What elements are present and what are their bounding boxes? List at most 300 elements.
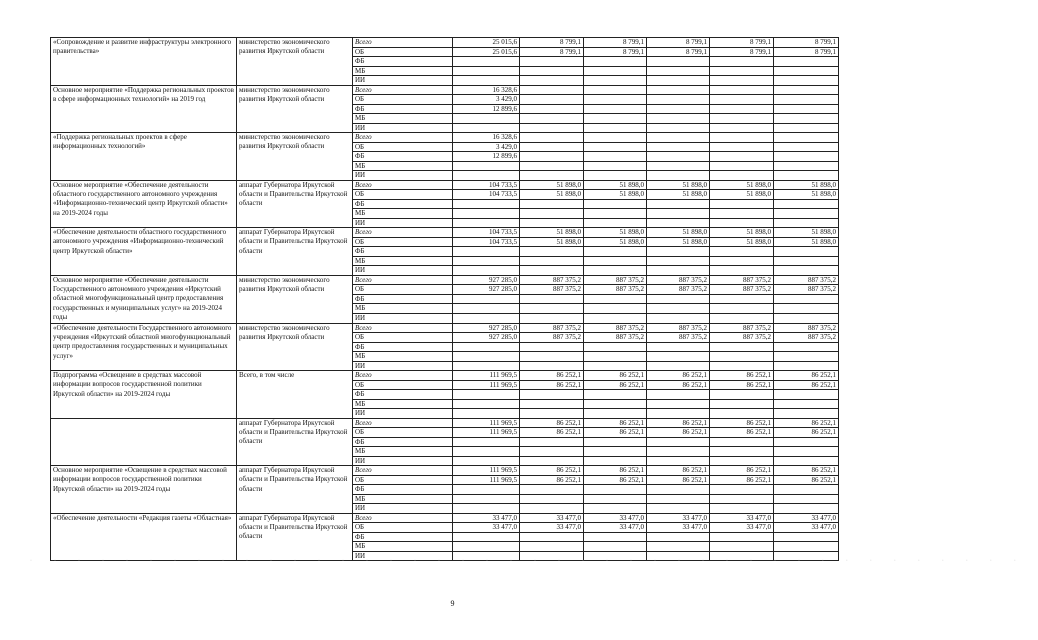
- amount-cell: [774, 294, 839, 304]
- amount-cell: 51 898,0: [647, 237, 710, 247]
- amount-cell: [520, 437, 584, 447]
- measure-name-cell: Основное мероприятие «Освещение в средствах массовой информации вопросов государственной политики Иркутской области» на 2019-2024 годы: [51, 466, 237, 514]
- amount-cell: [584, 161, 647, 171]
- amount-cell: [453, 76, 520, 86]
- funding-source-cell: Всего: [353, 418, 453, 428]
- amount-cell: 8 799,1: [520, 47, 584, 57]
- amount-cell: [647, 218, 710, 228]
- amount-cell: [520, 504, 584, 514]
- amount-cell: [710, 218, 774, 228]
- amount-cell: [520, 399, 584, 409]
- funding-source-cell: ОБ: [353, 47, 453, 57]
- amount-cell: [520, 66, 584, 76]
- amount-cell: [647, 171, 710, 181]
- amount-cell: 86 252,1: [774, 475, 839, 485]
- amount-cell: [710, 123, 774, 133]
- measure-name-cell: Основное мероприятие «Обеспечение деятельности областного государственного автономного учреждения «Информационно-технический центр Иркутской области» на 2019-2024 годы: [51, 180, 237, 228]
- amount-cell: [710, 494, 774, 504]
- amount-cell: [584, 57, 647, 67]
- amount-cell: [520, 313, 584, 323]
- amount-cell: [584, 485, 647, 495]
- amount-cell: [453, 456, 520, 466]
- amount-cell: [710, 352, 774, 362]
- amount-cell: [453, 361, 520, 371]
- amount-cell: [520, 247, 584, 257]
- amount-cell: 12 899,6: [453, 152, 520, 162]
- executor-cell: министерство экономического развития Иркутской области: [237, 38, 353, 86]
- amount-cell: [453, 294, 520, 304]
- amount-cell: [647, 532, 710, 542]
- amount-cell: [647, 294, 710, 304]
- amount-cell: [710, 437, 774, 447]
- amount-cell: 51 898,0: [584, 190, 647, 200]
- executor-cell: аппарат Губернатора Иркутской области и Правительства Иркутской области: [237, 513, 353, 561]
- amount-cell: 887 375,2: [774, 285, 839, 295]
- amount-cell: [453, 447, 520, 457]
- amount-cell: 51 898,0: [774, 228, 839, 238]
- amount-cell: [520, 456, 584, 466]
- table-row: [51, 38, 839, 48]
- amount-cell: 8 799,1: [647, 38, 710, 48]
- funding-source-cell: МБ: [353, 161, 453, 171]
- amount-cell: 3 429,0: [453, 95, 520, 105]
- amount-cell: [584, 76, 647, 86]
- amount-cell: 33 477,0: [647, 523, 710, 533]
- funding-source-cell: ФБ: [353, 247, 453, 257]
- amount-cell: 86 252,1: [647, 475, 710, 485]
- amount-cell: 86 252,1: [774, 371, 839, 381]
- amount-cell: 927 285,0: [453, 285, 520, 295]
- executor-cell: министерство экономического развития Иркутской области: [237, 133, 353, 181]
- amount-cell: [453, 313, 520, 323]
- amount-cell: [520, 123, 584, 133]
- amount-cell: 51 898,0: [520, 180, 584, 190]
- amount-cell: 16 328,6: [453, 85, 520, 95]
- amount-cell: 86 252,1: [584, 371, 647, 381]
- amount-cell: 86 252,1: [520, 475, 584, 485]
- amount-cell: [647, 57, 710, 67]
- funding-source-cell: ФБ: [353, 390, 453, 400]
- amount-cell: [774, 447, 839, 457]
- amount-cell: [520, 161, 584, 171]
- funding-source-cell: ОБ: [353, 523, 453, 533]
- amount-cell: 86 252,1: [774, 466, 839, 476]
- amount-cell: 927 285,0: [453, 275, 520, 285]
- funding-source-cell: МБ: [353, 494, 453, 504]
- budget-table-page: [50, 37, 838, 561]
- table-row: [51, 85, 839, 95]
- funding-source-cell: ОБ: [353, 190, 453, 200]
- amount-cell: [774, 199, 839, 209]
- amount-cell: 86 252,1: [647, 418, 710, 428]
- amount-cell: 887 375,2: [710, 333, 774, 343]
- amount-cell: 33 477,0: [584, 523, 647, 533]
- measure-name-cell: Основное мероприятие «Обеспечение деятельности Государственного автономного учреждения «Иркутский областной многофункциональный центр предоставления государственных и муниципальных услуг» на 2019-2024 годы: [51, 275, 237, 323]
- amount-cell: 104 733,5: [453, 180, 520, 190]
- amount-cell: [774, 437, 839, 447]
- amount-cell: [520, 142, 584, 152]
- amount-cell: [584, 209, 647, 219]
- amount-cell: [584, 114, 647, 124]
- amount-cell: [774, 266, 839, 276]
- amount-cell: 16 328,6: [453, 133, 520, 143]
- amount-cell: [453, 390, 520, 400]
- amount-cell: [584, 133, 647, 143]
- funding-source-cell: Всего: [353, 513, 453, 523]
- amount-cell: [774, 409, 839, 419]
- amount-cell: [453, 399, 520, 409]
- amount-cell: [774, 123, 839, 133]
- funding-source-cell: ФБ: [353, 152, 453, 162]
- amount-cell: 86 252,1: [584, 466, 647, 476]
- amount-cell: [584, 171, 647, 181]
- amount-cell: 887 375,2: [520, 275, 584, 285]
- amount-cell: 104 733,5: [453, 228, 520, 238]
- amount-cell: [647, 123, 710, 133]
- funding-source-cell: ФБ: [353, 294, 453, 304]
- amount-cell: 111 969,5: [453, 418, 520, 428]
- funding-source-cell: Всего: [353, 275, 453, 285]
- amount-cell: [584, 494, 647, 504]
- amount-cell: [647, 456, 710, 466]
- amount-cell: [710, 304, 774, 314]
- amount-cell: 86 252,1: [584, 380, 647, 390]
- amount-cell: [774, 361, 839, 371]
- amount-cell: [647, 542, 710, 552]
- amount-cell: [584, 352, 647, 362]
- amount-cell: [453, 171, 520, 181]
- amount-cell: [584, 313, 647, 323]
- amount-cell: [584, 256, 647, 266]
- amount-cell: 8 799,1: [584, 47, 647, 57]
- amount-cell: [453, 437, 520, 447]
- amount-cell: 8 799,1: [710, 47, 774, 57]
- funding-source-cell: Всего: [353, 133, 453, 143]
- funding-source-cell: ИИ: [353, 76, 453, 86]
- amount-cell: 8 799,1: [710, 38, 774, 48]
- amount-cell: [453, 304, 520, 314]
- amount-cell: [774, 304, 839, 314]
- amount-cell: [710, 313, 774, 323]
- amount-cell: [584, 95, 647, 105]
- amount-cell: [710, 152, 774, 162]
- funding-source-cell: МБ: [353, 542, 453, 552]
- amount-cell: [710, 256, 774, 266]
- amount-cell: [453, 199, 520, 209]
- amount-cell: [647, 494, 710, 504]
- amount-cell: [520, 209, 584, 219]
- amount-cell: 33 477,0: [710, 523, 774, 533]
- amount-cell: 86 252,1: [584, 428, 647, 438]
- table-row: [51, 228, 839, 238]
- amount-cell: [453, 209, 520, 219]
- amount-cell: [584, 142, 647, 152]
- amount-cell: 86 252,1: [584, 475, 647, 485]
- amount-cell: 104 733,5: [453, 237, 520, 247]
- amount-cell: [584, 247, 647, 257]
- amount-cell: 887 375,2: [710, 323, 774, 333]
- amount-cell: [774, 161, 839, 171]
- amount-cell: [774, 532, 839, 542]
- amount-cell: 927 285,0: [453, 333, 520, 343]
- amount-cell: [584, 532, 647, 542]
- amount-cell: [453, 409, 520, 419]
- amount-cell: 25 015,6: [453, 47, 520, 57]
- amount-cell: 86 252,1: [520, 371, 584, 381]
- executor-cell: министерство экономического развития Иркутской области: [237, 85, 353, 133]
- amount-cell: 887 375,2: [710, 285, 774, 295]
- amount-cell: [774, 542, 839, 552]
- funding-source-cell: ИИ: [353, 266, 453, 276]
- amount-cell: [774, 494, 839, 504]
- amount-cell: [453, 123, 520, 133]
- amount-cell: [453, 114, 520, 124]
- amount-cell: 86 252,1: [774, 380, 839, 390]
- measure-name-cell: Основное мероприятие «Поддержка региональных проектов в сфере информационных технологий» на 2019 год: [51, 85, 237, 133]
- amount-cell: 33 477,0: [710, 513, 774, 523]
- funding-source-cell: ОБ: [353, 380, 453, 390]
- amount-cell: [710, 171, 774, 181]
- funding-source-cell: ИИ: [353, 313, 453, 323]
- amount-cell: 887 375,2: [647, 275, 710, 285]
- amount-cell: [774, 218, 839, 228]
- amount-cell: [453, 532, 520, 542]
- amount-cell: [520, 57, 584, 67]
- funding-source-cell: ОБ: [353, 142, 453, 152]
- amount-cell: 86 252,1: [710, 428, 774, 438]
- amount-cell: [710, 485, 774, 495]
- amount-cell: [710, 542, 774, 552]
- amount-cell: [710, 342, 774, 352]
- amount-cell: 33 477,0: [453, 523, 520, 533]
- amount-cell: 887 375,2: [647, 333, 710, 343]
- amount-cell: 86 252,1: [710, 466, 774, 476]
- amount-cell: [710, 399, 774, 409]
- amount-cell: [584, 456, 647, 466]
- funding-source-cell: Всего: [353, 85, 453, 95]
- amount-cell: 86 252,1: [710, 475, 774, 485]
- amount-cell: [647, 256, 710, 266]
- amount-cell: [647, 76, 710, 86]
- amount-cell: [584, 342, 647, 352]
- amount-cell: [453, 494, 520, 504]
- amount-cell: 51 898,0: [584, 237, 647, 247]
- amount-cell: [584, 542, 647, 552]
- amount-cell: 86 252,1: [710, 380, 774, 390]
- amount-cell: 86 252,1: [584, 418, 647, 428]
- amount-cell: [774, 104, 839, 114]
- amount-cell: 51 898,0: [647, 190, 710, 200]
- amount-cell: 12 899,6: [453, 104, 520, 114]
- amount-cell: [647, 361, 710, 371]
- amount-cell: [453, 256, 520, 266]
- amount-cell: 887 375,2: [520, 323, 584, 333]
- amount-cell: [774, 133, 839, 143]
- amount-cell: 8 799,1: [774, 47, 839, 57]
- amount-cell: 887 375,2: [520, 333, 584, 343]
- amount-cell: [520, 266, 584, 276]
- table-row: [51, 133, 839, 143]
- funding-source-cell: ФБ: [353, 199, 453, 209]
- amount-cell: [584, 266, 647, 276]
- funding-source-cell: МБ: [353, 66, 453, 76]
- amount-cell: [453, 542, 520, 552]
- funding-source-cell: МБ: [353, 399, 453, 409]
- amount-cell: [584, 304, 647, 314]
- funding-source-cell: Всего: [353, 228, 453, 238]
- amount-cell: [710, 133, 774, 143]
- amount-cell: [520, 133, 584, 143]
- budget-table: [50, 37, 839, 561]
- amount-cell: 887 375,2: [584, 333, 647, 343]
- amount-cell: [453, 247, 520, 257]
- amount-cell: [710, 104, 774, 114]
- amount-cell: [710, 456, 774, 466]
- amount-cell: [647, 114, 710, 124]
- amount-cell: 887 375,2: [774, 275, 839, 285]
- amount-cell: 51 898,0: [584, 228, 647, 238]
- amount-cell: 3 429,0: [453, 142, 520, 152]
- table-row: [51, 513, 839, 523]
- amount-cell: [520, 485, 584, 495]
- amount-cell: [710, 114, 774, 124]
- amount-cell: 51 898,0: [647, 180, 710, 190]
- funding-source-cell: Всего: [353, 371, 453, 381]
- amount-cell: [774, 313, 839, 323]
- amount-cell: 927 285,0: [453, 323, 520, 333]
- amount-cell: 86 252,1: [520, 466, 584, 476]
- amount-cell: [774, 504, 839, 514]
- amount-cell: [774, 352, 839, 362]
- amount-cell: 51 898,0: [774, 237, 839, 247]
- amount-cell: [520, 294, 584, 304]
- amount-cell: [453, 485, 520, 495]
- amount-cell: [647, 161, 710, 171]
- amount-cell: [584, 399, 647, 409]
- amount-cell: [774, 114, 839, 124]
- amount-cell: 887 375,2: [710, 275, 774, 285]
- amount-cell: [647, 209, 710, 219]
- amount-cell: 8 799,1: [520, 38, 584, 48]
- amount-cell: [710, 247, 774, 257]
- amount-cell: [584, 294, 647, 304]
- amount-cell: 86 252,1: [647, 371, 710, 381]
- funding-source-cell: МБ: [353, 209, 453, 219]
- executor-cell: аппарат Губернатора Иркутской области и Правительства Иркутской области: [237, 180, 353, 228]
- amount-cell: [520, 390, 584, 400]
- funding-source-cell: ФБ: [353, 57, 453, 67]
- amount-cell: [520, 409, 584, 419]
- amount-cell: [647, 247, 710, 257]
- amount-cell: 86 252,1: [710, 418, 774, 428]
- amount-cell: 887 375,2: [520, 285, 584, 295]
- amount-cell: [647, 133, 710, 143]
- amount-cell: [584, 85, 647, 95]
- amount-cell: [584, 447, 647, 457]
- amount-cell: [520, 342, 584, 352]
- amount-cell: 86 252,1: [647, 466, 710, 476]
- amount-cell: 86 252,1: [774, 418, 839, 428]
- amount-cell: [647, 66, 710, 76]
- amount-cell: 51 898,0: [710, 237, 774, 247]
- amount-cell: [774, 95, 839, 105]
- amount-cell: [710, 95, 774, 105]
- executor-cell: министерство экономического развития Иркутской области: [237, 323, 353, 371]
- amount-cell: [710, 57, 774, 67]
- amount-cell: [647, 199, 710, 209]
- amount-cell: [710, 161, 774, 171]
- table-row: [51, 371, 839, 381]
- amount-cell: [647, 504, 710, 514]
- funding-source-cell: Всего: [353, 180, 453, 190]
- amount-cell: 8 799,1: [647, 47, 710, 57]
- amount-cell: 86 252,1: [647, 428, 710, 438]
- amount-cell: [584, 199, 647, 209]
- amount-cell: [647, 390, 710, 400]
- amount-cell: [647, 104, 710, 114]
- amount-cell: 51 898,0: [520, 237, 584, 247]
- funding-source-cell: Всего: [353, 323, 453, 333]
- amount-cell: [647, 266, 710, 276]
- funding-source-cell: ИИ: [353, 456, 453, 466]
- amount-cell: [647, 313, 710, 323]
- amount-cell: [647, 152, 710, 162]
- amount-cell: 33 477,0: [774, 513, 839, 523]
- amount-cell: [453, 161, 520, 171]
- funding-source-cell: ОБ: [353, 333, 453, 343]
- funding-source-cell: МБ: [353, 447, 453, 457]
- measure-name-cell: «Сопровождение и развитие инфраструктуры электронного правительства»: [51, 38, 237, 86]
- amount-cell: [584, 66, 647, 76]
- amount-cell: [584, 437, 647, 447]
- amount-cell: [710, 76, 774, 86]
- amount-cell: [453, 66, 520, 76]
- table-row: [51, 323, 839, 333]
- amount-cell: 51 898,0: [710, 190, 774, 200]
- amount-cell: [774, 171, 839, 181]
- amount-cell: 111 969,5: [453, 380, 520, 390]
- measure-name-cell: «Обеспечение деятельности Государственного автономного учреждения «Иркутский областной многофункциональный центр предоставления государственных и муниципальных услуг»: [51, 323, 237, 371]
- amount-cell: [774, 456, 839, 466]
- funding-source-cell: ФБ: [353, 485, 453, 495]
- amount-cell: [647, 437, 710, 447]
- table-row: [51, 275, 839, 285]
- amount-cell: [647, 485, 710, 495]
- funding-source-cell: Всего: [353, 38, 453, 48]
- amount-cell: [647, 409, 710, 419]
- amount-cell: 887 375,2: [584, 323, 647, 333]
- table-row: [51, 180, 839, 190]
- amount-cell: [520, 218, 584, 228]
- amount-cell: 104 733,5: [453, 190, 520, 200]
- amount-cell: [710, 199, 774, 209]
- amount-cell: 8 799,1: [584, 38, 647, 48]
- funding-source-cell: ИИ: [353, 551, 453, 561]
- amount-cell: 33 477,0: [584, 513, 647, 523]
- amount-cell: [647, 142, 710, 152]
- amount-cell: [774, 85, 839, 95]
- amount-cell: [774, 142, 839, 152]
- amount-cell: 51 898,0: [647, 228, 710, 238]
- executor-cell: аппарат Губернатора Иркутской области и Правительства Иркутской области: [237, 418, 353, 466]
- amount-cell: [774, 399, 839, 409]
- amount-cell: [774, 342, 839, 352]
- amount-cell: [520, 104, 584, 114]
- amount-cell: [710, 294, 774, 304]
- amount-cell: 51 898,0: [774, 180, 839, 190]
- amount-cell: [584, 123, 647, 133]
- amount-cell: 51 898,0: [710, 180, 774, 190]
